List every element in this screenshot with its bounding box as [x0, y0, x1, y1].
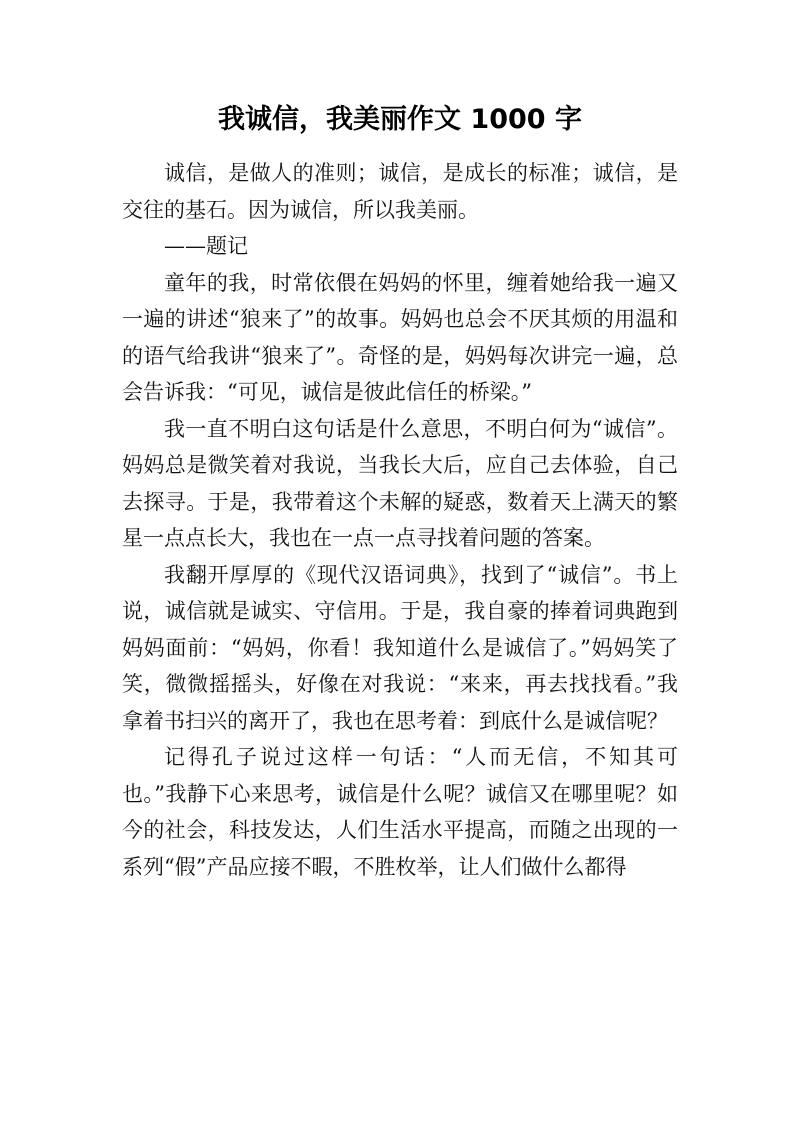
- paragraph-confucius: 记得孔子说过这样一句话：“人而无信，不知其可也。”我静下心来思考，诚信是什么呢？诚信又在哪里呢？如今的社会，科技发达，人们生活水平提高，而随之出现的一系列“假”产品应接不暇，不胜枚举，让人们做什么都得: [122, 745, 678, 879]
- paragraph-dictionary: 我翻开厚厚的《现代汉语词典》，找到了“诚信”。书上说，诚信就是诚实、守信用。于是，我自豪的捧着词典跑到妈妈面前：“妈妈，你看！我知道什么是诚信了。”妈妈笑了笑，微微摇摇头，好像在对我说：“来来，再去找找看。”我拿着书扫兴的离开了，我也在思考着：到底什么是诚信呢？: [122, 562, 678, 733]
- document-title: 我诚信，我美丽作文 1000 字: [218, 104, 582, 135]
- paragraph-childhood: 童年的我，时常依偎在妈妈的怀里，缠着她给我一遍又一遍的讲述“狼来了”的故事。妈妈也总会不厌其烦的用温和的语气给我讲“狼来了”。奇怪的是，妈妈每次讲完一遍，总会告诉我：“可见，诚信是彼此信任的桥梁。”: [122, 270, 678, 404]
- paragraph-question: 我一直不明白这句话是什么意思，不明白何为“诚信”。妈妈总是微笑着对我说，当我长大后，应自己去体验，自己去探寻。于是，我带着这个未解的疑惑，数着天上满天的繁星一点点长大，我也在一点一点寻找着问题的答案。: [122, 416, 678, 550]
- paragraph-intro: 诚信，是做人的准则；诚信，是成长的标准；诚信，是交往的基石。因为诚信，所以我美丽。: [122, 161, 678, 222]
- document-body: [122, 155, 678, 885]
- paragraph-epigraph: ——题记: [164, 234, 248, 258]
